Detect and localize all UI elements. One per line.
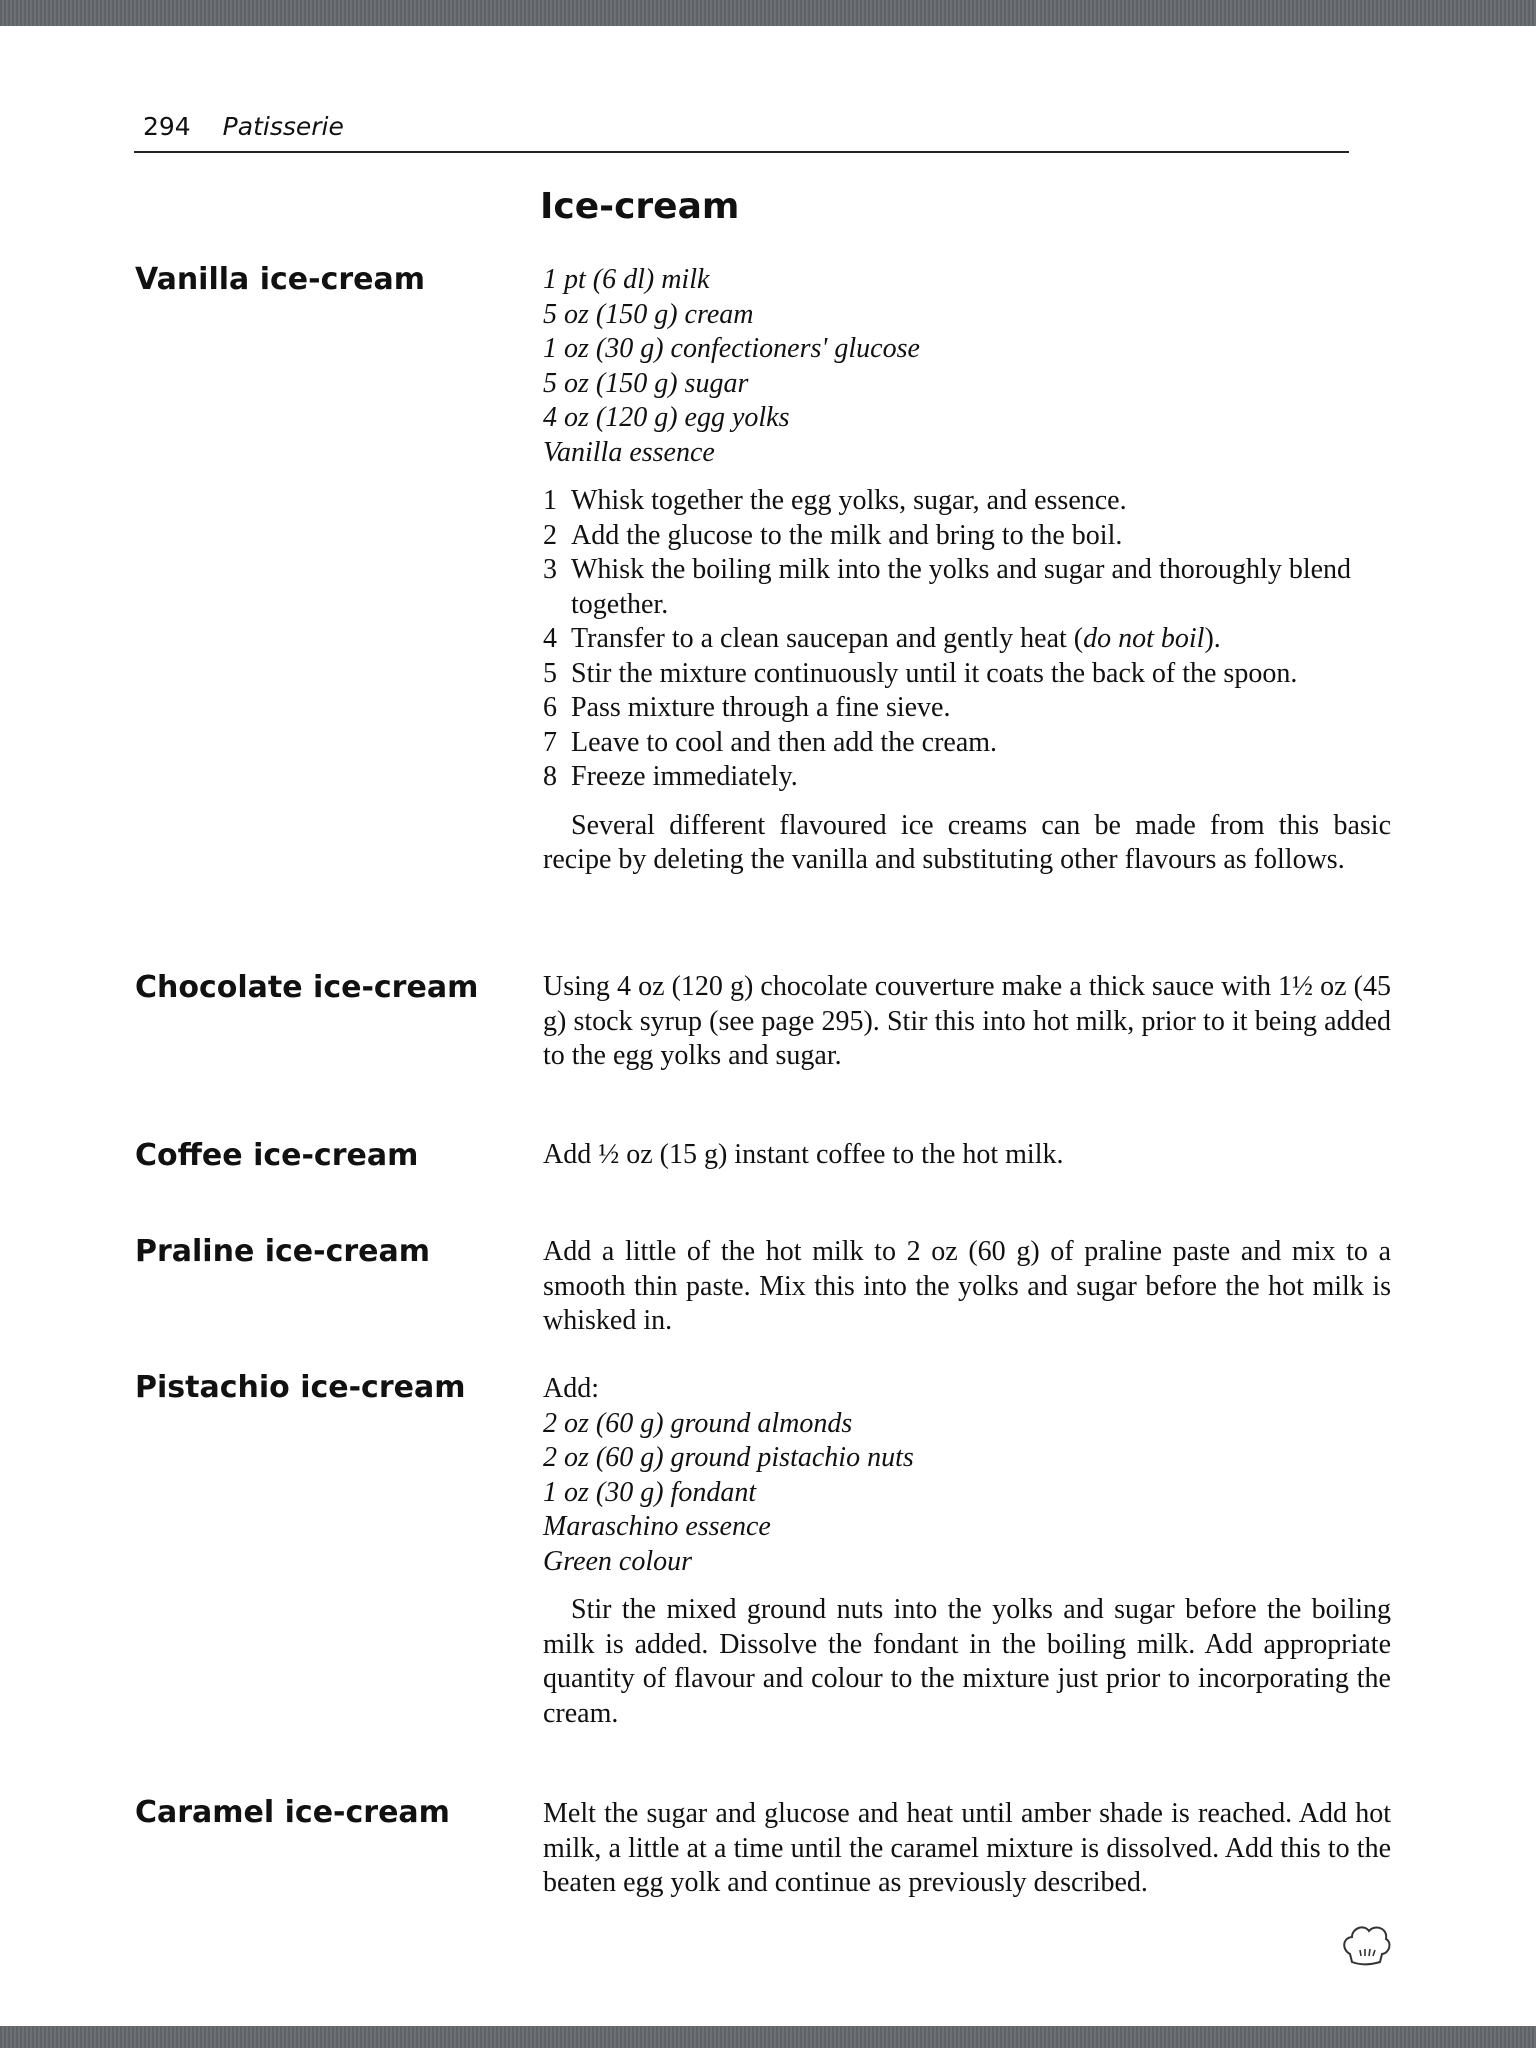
header-rule	[134, 151, 1349, 153]
recipe-title-praline: Praline ice-cream	[135, 1234, 431, 1269]
ingredient-item: 1 pt (6 dl) milk	[543, 264, 710, 295]
step-number: 8	[543, 761, 557, 792]
method-step	[543, 519, 1391, 554]
step-number: 1	[543, 485, 557, 516]
step-text: Whisk the boiling milk into the yolks and sugar and thoroughly blend together.	[571, 554, 1352, 620]
recipe-text-caramel: Melt the sugar and glucose and heat until amber shade is reached. Add hot milk, a little at a time until the caramel mixture is dissolved. Add this to the beaten egg yolk and continue as previously described.	[543, 1798, 1391, 1898]
recipe-title-caramel: Caramel ice-cream	[135, 1795, 450, 1830]
step-number: 6	[543, 692, 557, 723]
step-text: Add the glucose to the milk and bring to the boil.	[571, 519, 1123, 551]
step-text	[571, 622, 1391, 657]
ingredient-list-vanilla	[543, 263, 1391, 470]
method-step	[543, 484, 1391, 519]
method-step	[543, 691, 1391, 726]
ingredient-item: 1 oz (30 g) confectioners' glucose	[543, 333, 920, 364]
step-text: Freeze immediately.	[571, 761, 798, 792]
recipe-text-chocolate: Using 4 oz (120 g) chocolate couverture make a thick sauce with 1½ oz (45 g) stock syrup (see page 295). Stir this into hot milk, prior to it being added to the egg yolks and sugar.	[543, 971, 1391, 1071]
ingredient-list-pistachio	[543, 1407, 1391, 1580]
top-scan-border	[0, 0, 1536, 26]
recipe-title-coffee: Coffee ice-cream	[135, 1138, 419, 1173]
method-step	[543, 553, 1391, 622]
ingredient-item: Green colour	[543, 1545, 693, 1577]
method-step	[543, 760, 1391, 795]
recipe-text-pistachio: Stir the mixed ground nuts into the yolks and sugar before the boiling milk is added. Dissolve the fondant in the boiling milk. Add appropriate quantity of flavour and colour to the mixture just prior to incorporating the cream.	[543, 1594, 1391, 1729]
step-text: Whisk together the egg yolks, sugar, and essence.	[571, 485, 1127, 516]
bottom-scan-border	[0, 2026, 1536, 2048]
ingredient-item: Maraschino essence	[543, 1511, 771, 1542]
recipe-text-coffee: Add ½ oz (15 g) instant coffee to the hot milk.	[543, 1139, 1064, 1170]
recipe-text-praline: Add a little of the hot milk to 2 oz (60 g) of praline paste and mix to a smooth thin paste. Mix this into the yolks and sugar before the hot milk is whisked in.	[543, 1236, 1391, 1336]
recipe-body-vanilla	[543, 263, 1391, 878]
step-text: Leave to cool and then add the cream.	[571, 726, 998, 758]
chapter-title: Patisserie	[222, 112, 344, 141]
method-steps-vanilla	[543, 484, 1391, 795]
chef-hat-icon	[1340, 1920, 1392, 1968]
ingredient-item: 5 oz (150 g) sugar	[543, 367, 749, 399]
page-number: 294	[143, 112, 191, 141]
step-number: 4	[543, 623, 557, 654]
step-number: 5	[543, 657, 557, 689]
step-text: Stir the mixture continuously until it coats the back of the spoon.	[571, 657, 1298, 689]
ingredient-item: 5 oz (150 g) cream	[543, 298, 754, 330]
step-text: Pass mixture through a fine sieve.	[571, 692, 951, 723]
step-number: 3	[543, 554, 557, 585]
recipe-title-vanilla: Vanilla ice-cream	[135, 262, 426, 297]
ingredient-item: 2 oz (60 g) ground almonds	[543, 1407, 853, 1439]
ingredient-item: Vanilla essence	[543, 436, 715, 468]
step-text-emphasis: do not boil	[1083, 623, 1205, 654]
method-step	[543, 657, 1391, 692]
ingredient-item: 2 oz (60 g) ground pistachio nuts	[543, 1442, 914, 1473]
recipe-title-pistachio: Pistachio ice-cream	[135, 1370, 466, 1405]
variation-note: Several different flavoured ice creams can be made from this basic recipe by deleting the vanilla and substituting other flavours as follows.	[543, 809, 1391, 875]
step-number: 7	[543, 726, 557, 758]
recipe-intro-pistachio: Add:	[543, 1373, 599, 1404]
section-title: Ice-cream	[540, 186, 740, 227]
step-number: 2	[543, 519, 557, 551]
ingredient-item: 4 oz (120 g) egg yolks	[543, 402, 790, 433]
step-text-part: Transfer to a clean saucepan and gently heat (	[571, 623, 1084, 654]
ingredient-item: 1 oz (30 g) fondant	[543, 1476, 757, 1508]
running-head	[143, 112, 344, 141]
step-text-part: ).	[1204, 623, 1221, 654]
recipe-title-chocolate: Chocolate ice-cream	[135, 970, 479, 1005]
method-step	[543, 726, 1391, 761]
method-step	[543, 622, 1391, 657]
recipe-body-pistachio	[543, 1372, 1391, 1731]
